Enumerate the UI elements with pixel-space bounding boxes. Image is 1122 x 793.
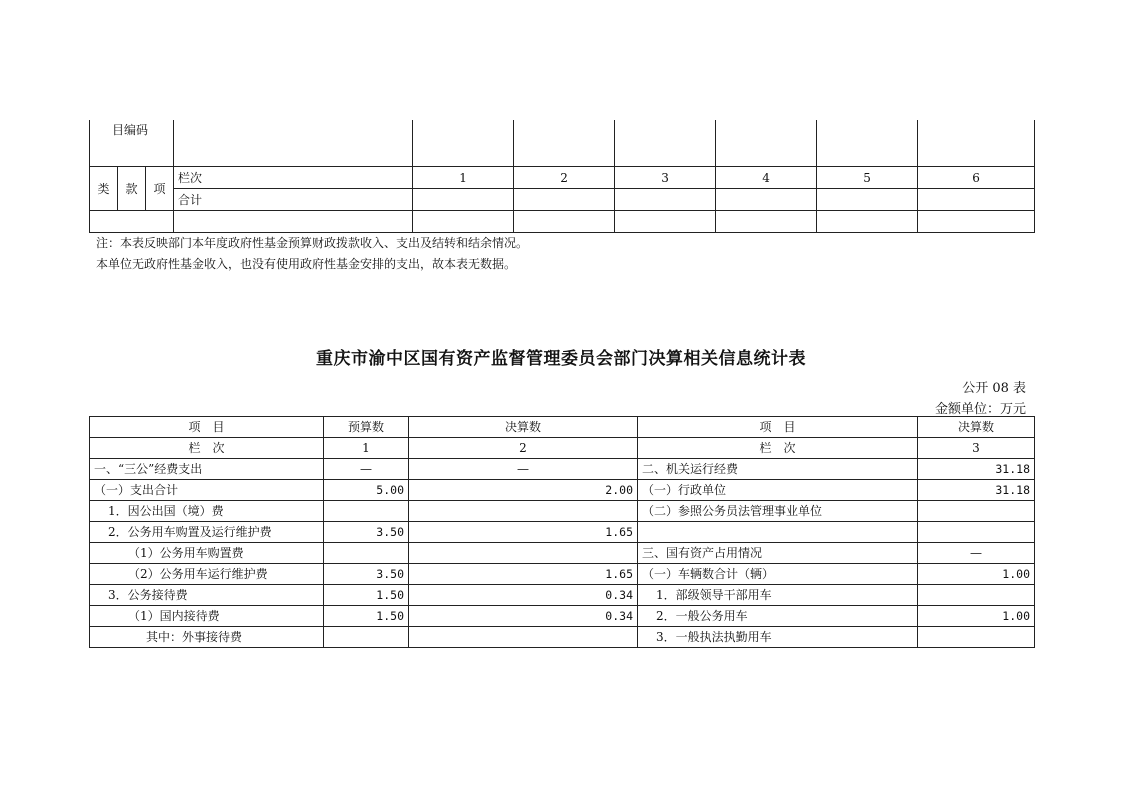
row-item-right: 3．一般执法执勤用车 — [638, 627, 918, 648]
statistics-table — [89, 416, 1035, 648]
row-final-left: 0.34 — [409, 585, 638, 606]
row-item-left: （1）国内接待费 — [90, 606, 324, 627]
header-final-left: 决算数 — [409, 417, 638, 438]
form-code: 公开 08 表 — [962, 381, 1026, 396]
lanci-col-1: 1 — [324, 438, 409, 459]
row-final-left: — — [409, 459, 638, 480]
row-final-right: — — [918, 543, 1035, 564]
row-item-right: 2．一般公务用车 — [638, 606, 918, 627]
row-final-right: 1.00 — [918, 606, 1035, 627]
col-number: 6 — [918, 167, 1035, 189]
row-item-left: （一）支出合计 — [90, 480, 324, 501]
row-final-left — [409, 543, 638, 564]
code-label: 目编码 — [90, 120, 174, 167]
lanci-col-3: 3 — [918, 438, 1035, 459]
xiang-label: 项 — [146, 167, 174, 211]
row-item-right: （一）行政单位 — [638, 480, 918, 501]
table-row — [90, 585, 1035, 606]
row-item-right: （二）参照公务员法管理事业单位 — [638, 501, 918, 522]
row-final-left: 1.65 — [409, 564, 638, 585]
row-budget — [324, 501, 409, 522]
row-final-right: 31.18 — [918, 480, 1035, 501]
lanci-label-left: 栏 次 — [90, 438, 324, 459]
row-item-left: 2．公务用车购置及运行维护费 — [90, 522, 324, 543]
kuan-label: 款 — [118, 167, 146, 211]
note-line-1: 注：本表反映部门本年度政府性基金预算财政拨款收入、支出及结转和结余情况。 — [96, 236, 529, 250]
header-final-right: 决算数 — [918, 417, 1035, 438]
code-row — [90, 120, 1035, 167]
total-label: 合计 — [174, 189, 413, 211]
table-row — [90, 480, 1035, 501]
table-row — [90, 564, 1035, 585]
row-item-right: 1．部级领导干部用车 — [638, 585, 918, 606]
row-final-right — [918, 522, 1035, 543]
row-final-left: 0.34 — [409, 606, 638, 627]
row-budget — [324, 543, 409, 564]
row-item-left: 3．公务接待费 — [90, 585, 324, 606]
header-item-left: 项 目 — [90, 417, 324, 438]
lei-label: 类 — [90, 167, 118, 211]
row-final-right: 1.00 — [918, 564, 1035, 585]
empty-row — [90, 211, 1035, 233]
row-final-left: 2.00 — [409, 480, 638, 501]
lanci-row — [90, 167, 1035, 189]
amount-unit: 金额单位：万元 — [934, 402, 1026, 417]
row-budget: 5.00 — [324, 480, 409, 501]
table-row — [90, 459, 1035, 480]
table-row — [90, 606, 1035, 627]
row-budget: 1.50 — [324, 585, 409, 606]
page-title: 重庆市渝中区国有资产监督管理委员会部门决算相关信息统计表 — [316, 349, 806, 369]
row-item-right: 二、机关运行经费 — [638, 459, 918, 480]
row-final-left: 1.65 — [409, 522, 638, 543]
total-row — [90, 189, 1035, 211]
row-final-right — [918, 585, 1035, 606]
row-budget: 1.50 — [324, 606, 409, 627]
row-budget: 3.50 — [324, 564, 409, 585]
header-budget: 预算数 — [324, 417, 409, 438]
row-item-right: （一）车辆数合计（辆） — [638, 564, 918, 585]
row-final-left — [409, 627, 638, 648]
lanci-col-2: 2 — [409, 438, 638, 459]
table-row — [90, 627, 1035, 648]
row-item-right — [638, 522, 918, 543]
row-budget: 3.50 — [324, 522, 409, 543]
lanci-label-right: 栏 次 — [638, 438, 918, 459]
row-item-left: 一、“三公”经费支出 — [90, 459, 324, 480]
row-item-left: 其中：外事接待费 — [90, 627, 324, 648]
col-number: 1 — [413, 167, 514, 189]
table-row — [90, 501, 1035, 522]
fund-budget-table — [89, 120, 1035, 233]
table-row — [90, 543, 1035, 564]
row-item-left: 1．因公出国（境）费 — [90, 501, 324, 522]
row-final-left — [409, 501, 638, 522]
col-number: 4 — [716, 167, 817, 189]
row-final-right: 31.18 — [918, 459, 1035, 480]
header-row — [90, 417, 1035, 438]
col-number: 2 — [514, 167, 615, 189]
row-budget — [324, 627, 409, 648]
row-item-right: 三、国有资产占用情况 — [638, 543, 918, 564]
lanci-row — [90, 438, 1035, 459]
table-row — [90, 522, 1035, 543]
col-number: 5 — [817, 167, 918, 189]
row-item-left: （2）公务用车运行维护费 — [90, 564, 324, 585]
row-final-right — [918, 627, 1035, 648]
note-line-2: 本单位无政府性基金收入，也没有使用政府性基金安排的支出，故本表无数据。 — [96, 257, 517, 271]
lanci-label: 栏次 — [174, 167, 413, 189]
row-item-left: （1）公务用车购置费 — [90, 543, 324, 564]
header-item-right: 项 目 — [638, 417, 918, 438]
row-final-right — [918, 501, 1035, 522]
col-number: 3 — [615, 167, 716, 189]
row-budget: — — [324, 459, 409, 480]
